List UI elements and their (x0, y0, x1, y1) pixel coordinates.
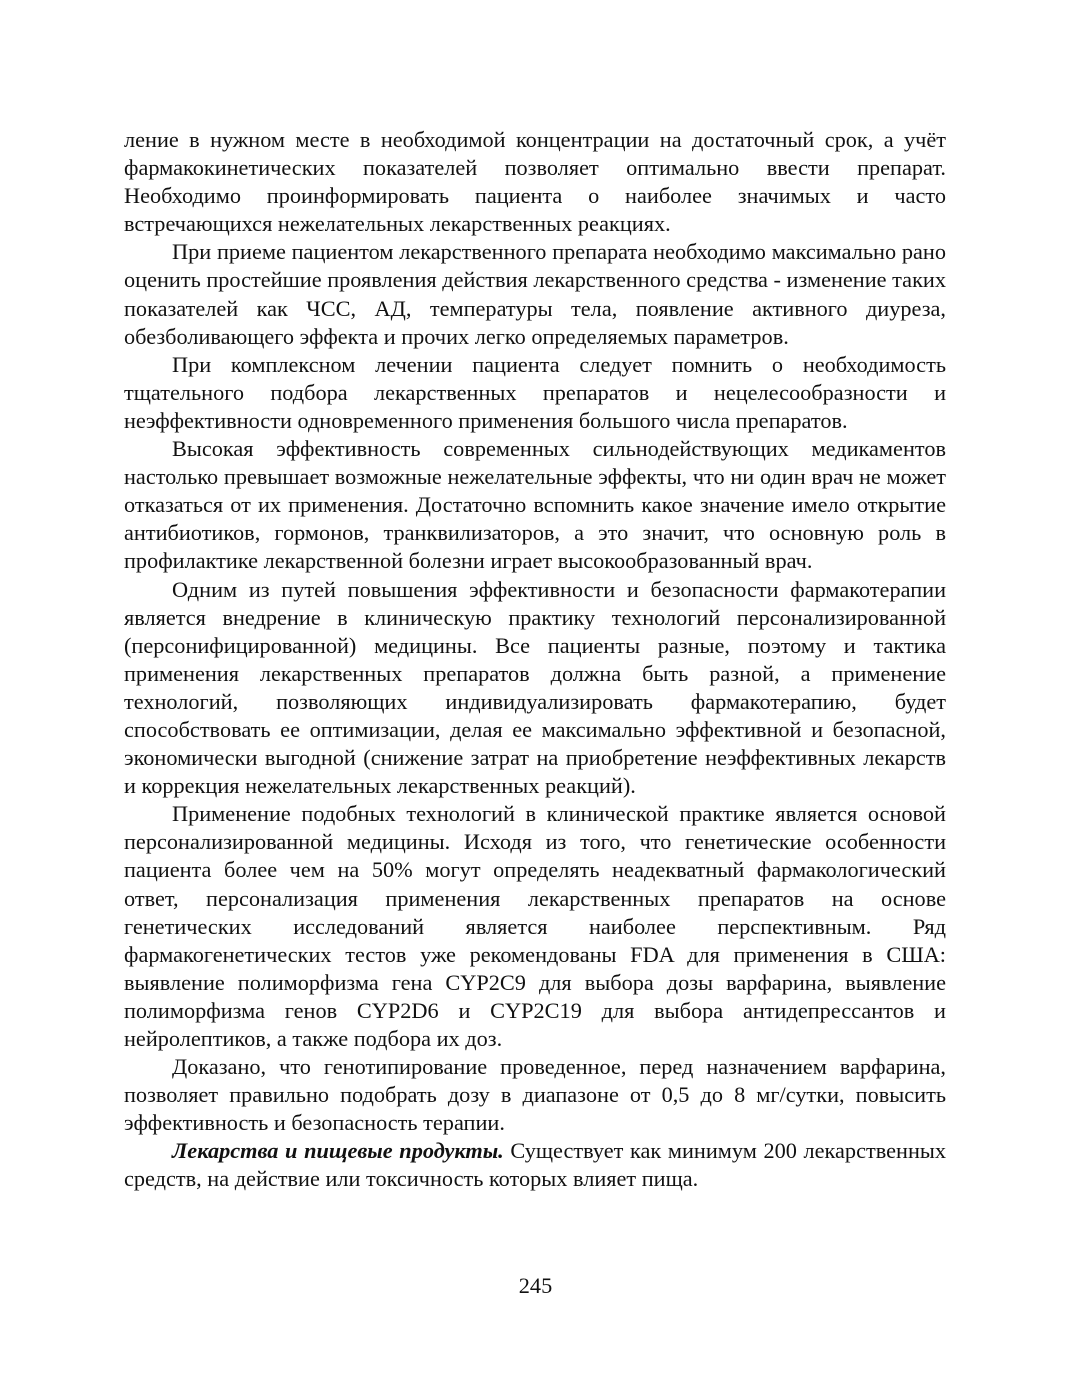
paragraph-8-text: Существует как минимум 200 лекарственных средств, на действие или токсичность которых влияет пища. (124, 1138, 946, 1192)
paragraph-8 (124, 1137, 946, 1193)
paragraph-7 (124, 1053, 946, 1137)
section-lead-heading: Лекарства и пищевые продукты. (172, 1138, 504, 1164)
page-number: 245 (518, 1273, 553, 1298)
paragraph-6-text: Применение подобных технологий в клинической практике является основой персонализированной медицины. Исходя из того, что генетические особенности пациента более чем на 50% могут определять неадекватный фармакологический ответ, персонализация применения лекарственных препаратов на основе генетических исследований является наиболее перспективным. Ряд фармакогенетических тестов уже рекомендованы FDA для применения в США: выявление полиморфизма гена CYP2C9 для выбора дозы варфарина, выявление полиморфизма генов CYP2D6 и CYP2C19 для выбора антидепрессантов и нейролептиков, а также подбора их доз. (124, 801, 946, 1051)
paragraph-7-text: Доказано, что генотипирование проведенное, перед назначением варфарина, позволяет правильно подобрать дозу в диапазоне от 0,5 до 8 мг/сутки, повысить эффективность и безопасность терапии. (124, 1054, 946, 1136)
paragraph-5 (124, 576, 946, 801)
paragraph-6 (124, 800, 946, 1053)
paragraph-5-text: Одним из путей повышения эффективности и безопасности фармакотерапии является внедрение в клиническую практику технологий персонализированной (персонифицированной) медицины. Все пациенты разные, поэтому и тактика применения лекарственных препаратов должна быть разной, а применение технологий, позволяющих индивидуализировать фармакотерапию, будет способствовать ее оптимизации, делая ее максимально эффективной и безопасной, экономически выгодной (снижение затрат на приобретение неэффективных лекарств и коррекция нежелательных лекарственных реакций). (124, 576, 946, 799)
paragraph-3-text: При комплексном лечении пациента следует помнить о необходимость тщательного подбора лекарственных препаратов и нецелесообразности и неэффективности одновременного применения большого числа препаратов. (124, 351, 946, 433)
paragraph-3 (124, 351, 946, 435)
page-body (124, 126, 946, 1194)
paragraph-1 (124, 126, 946, 238)
paragraph-1-text: ление в нужном месте в необходимой концентрации на достаточный срок, а учёт фармакокинетических показателей позволяет оптимально ввести препарат. Необходимо проинформировать пациента о наиболее значимых и часто встречающихся нежелательных лекарственных реакциях. (124, 127, 946, 237)
paragraph-4-text: Высокая эффективность современных сильнодействующих медикаментов настолько превышает возможные нежелательные эффекты, что ни один врач не может отказаться от их применения. Достаточно вспомнить какое значение имело открытие антибиотиков, гормонов, транквилизаторов, а это значит, что основную роль в профилактике лекарственной болезни играет высокообразованный врач. (124, 436, 946, 574)
paragraph-2 (124, 238, 946, 350)
paragraph-4 (124, 435, 946, 575)
paragraph-2-text: При приеме пациентом лекарственного препарата необходимо максимально рано оценить простейшие проявления действия лекарственного средства - изменение таких показателей как ЧСС, АД, температуры тела, появление активного диуреза, обезболивающего эффекта и прочих легко определяемых параметров. (124, 239, 946, 349)
